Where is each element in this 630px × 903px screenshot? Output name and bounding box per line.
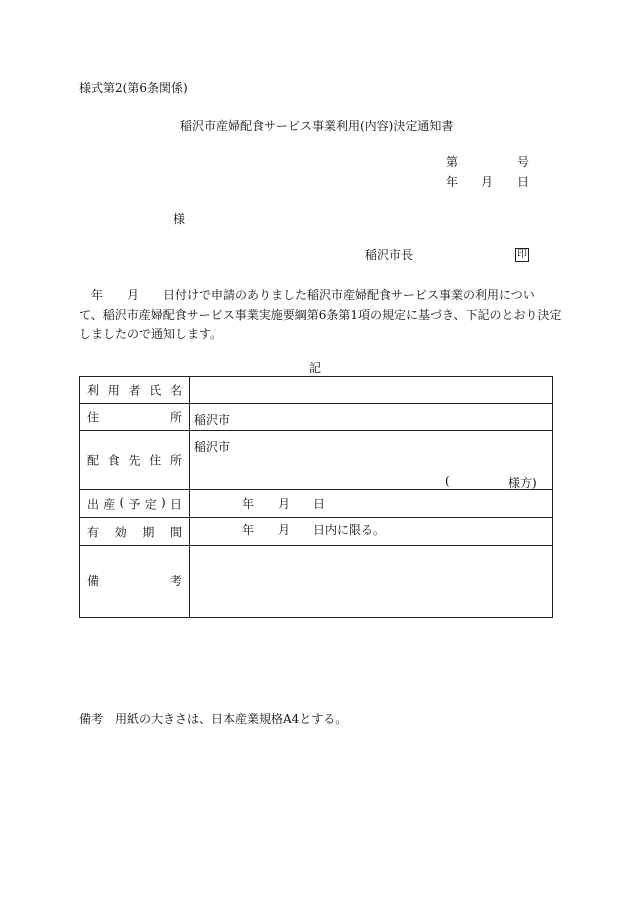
delivery-care-of: 様方) bbox=[508, 476, 537, 490]
table-row bbox=[80, 377, 553, 404]
delivery-value-cell bbox=[190, 431, 553, 490]
addressee-suffix: 様 bbox=[173, 212, 186, 226]
birth-day: 日 bbox=[313, 497, 326, 511]
footnote: 備考 用紙の大きさは、日本産業規格A4とする。 bbox=[79, 712, 348, 726]
number-prefix: 第 bbox=[446, 155, 459, 169]
form-number: 様式第2(第6条関係) bbox=[79, 81, 188, 95]
birth-value-cell bbox=[190, 490, 553, 518]
delivery-value: 稲沢市 bbox=[194, 440, 231, 454]
remarks-value bbox=[190, 546, 553, 618]
notice-body bbox=[79, 286, 562, 345]
address-label-cell bbox=[80, 404, 190, 431]
address-value-cell bbox=[190, 404, 553, 431]
notice-line-3: しましたので通知します。 bbox=[79, 327, 223, 341]
period-value-cell bbox=[190, 518, 553, 546]
notice-line-2: て、稲沢市産婦配食サービス事業実施要綱第6条第1項の規定に基づき、下記のとおり決定 bbox=[79, 307, 562, 322]
issuer-name: 稲沢市長 bbox=[365, 248, 414, 262]
date-day: 日 bbox=[517, 175, 530, 189]
seal-mark: 印 bbox=[517, 249, 527, 260]
address-value: 稲沢市 bbox=[194, 413, 231, 427]
user-name-label-cell bbox=[80, 377, 190, 404]
table-row bbox=[80, 490, 553, 518]
notice-line-1: 年 月 日付けで申請のありました稲沢市産婦配食サービス事業の利用につい bbox=[79, 288, 535, 302]
address-label: 住 所 bbox=[87, 410, 182, 425]
date-month: 月 bbox=[481, 175, 494, 189]
period-label: 有 効 期 間 bbox=[87, 525, 182, 539]
document-title: 稲沢市産婦配食サービス事業利用(内容)決定通知書 bbox=[180, 119, 454, 133]
decision-table bbox=[79, 376, 553, 618]
ki-heading: 記 bbox=[309, 361, 322, 375]
table-row bbox=[80, 518, 553, 546]
table-row bbox=[80, 431, 553, 490]
user-name-value bbox=[190, 377, 553, 404]
table-row bbox=[80, 404, 553, 431]
user-name-label: 利 用 者 氏 名 bbox=[87, 383, 182, 398]
delivery-label-cell bbox=[80, 431, 190, 490]
remarks-label-cell bbox=[80, 546, 190, 618]
number-suffix: 号 bbox=[517, 155, 530, 169]
birth-year: 年 bbox=[242, 497, 255, 511]
birth-month: 月 bbox=[278, 497, 291, 511]
date-year: 年 bbox=[446, 175, 459, 189]
period-month: 月 bbox=[278, 523, 291, 537]
period-year: 年 bbox=[242, 523, 255, 537]
delivery-label: 配 食 先 住 所 bbox=[87, 453, 182, 468]
remarks-label: 備 考 bbox=[87, 574, 182, 588]
birth-label-cell bbox=[80, 490, 190, 518]
birth-label: 出 産 ( 予 定 ) 日 bbox=[87, 495, 182, 511]
table-row bbox=[80, 546, 553, 618]
period-day-limit: 日内に限る。 bbox=[313, 523, 386, 537]
period-label-cell bbox=[80, 518, 190, 546]
delivery-paren-open: ( bbox=[445, 474, 450, 488]
